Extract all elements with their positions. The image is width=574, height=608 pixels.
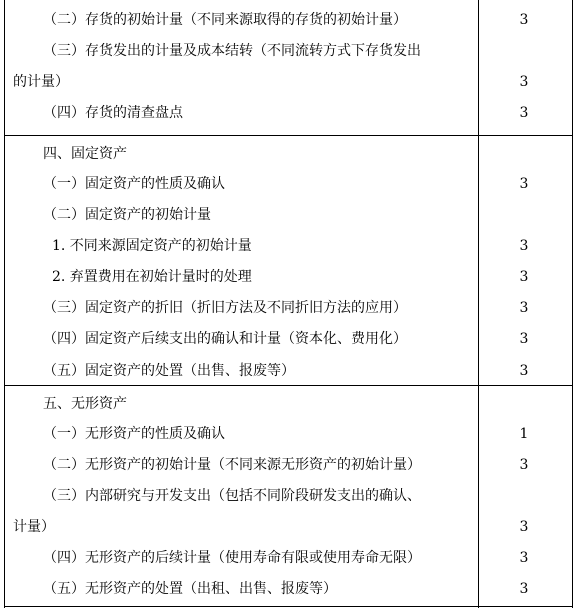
list-item: （一）无形资产的性质及确认 (43, 426, 225, 442)
list-item: （三）固定资产的折旧（折旧方法及不同折旧方法的应用） (43, 300, 407, 316)
section-heading: 四、固定资产 (43, 146, 127, 162)
class-hours: 3 (519, 363, 529, 379)
class-hours: 3 (519, 269, 529, 285)
list-item: （二）固定资产的初始计量 (43, 207, 211, 223)
class-hours: 1 (519, 426, 529, 442)
table-row-divider (4, 606, 573, 607)
table-border-left (4, 0, 5, 608)
table-border-right (572, 0, 573, 608)
list-item: （五）固定资产的处置（出售、报废等） (43, 363, 295, 379)
list-item: 2. 弃置费用在初始计量时的处理 (52, 269, 252, 285)
list-item: （四）无形资产的后续计量（使用寿命有限或使用寿命无限） (43, 550, 421, 566)
class-hours: 3 (519, 74, 529, 90)
class-hours: 3 (519, 550, 529, 566)
list-item: （五）无形资产的处置（出租、出售、报废等） (43, 581, 337, 597)
list-item: （三）存货发出的计量及成本结转（不同流转方式下存货发出 (43, 43, 421, 59)
class-hours: 3 (519, 105, 529, 121)
list-item: 的计量） (13, 74, 69, 90)
table-row-divider (4, 385, 573, 386)
section-heading: 五、无形资产 (43, 396, 127, 412)
list-item: （四）存货的清查盘点 (43, 105, 183, 121)
class-hours: 3 (519, 238, 529, 254)
class-hours: 3 (519, 331, 529, 347)
list-item: （四）固定资产后续支出的确认和计量（资本化、费用化） (43, 331, 407, 347)
class-hours: 3 (519, 300, 529, 316)
class-hours: 3 (519, 457, 529, 473)
class-hours: 3 (519, 176, 529, 192)
list-item: （二）无形资产的初始计量（不同来源无形资产的初始计量） (43, 457, 421, 473)
list-item: （二）存货的初始计量（不同来源取得的存货的初始计量） (43, 12, 407, 28)
list-item: （三）内部研究与开发支出（包括不同阶段研发支出的确认、 (43, 488, 421, 504)
class-hours: 3 (519, 519, 529, 535)
class-hours: 3 (519, 581, 529, 597)
class-hours: 3 (519, 12, 529, 28)
table-row-divider (4, 135, 573, 136)
table-column-divider (478, 0, 479, 608)
list-item: （一）固定资产的性质及确认 (43, 176, 225, 192)
list-item: 1. 不同来源固定资产的初始计量 (52, 238, 252, 254)
list-item: 计量） (13, 519, 55, 535)
